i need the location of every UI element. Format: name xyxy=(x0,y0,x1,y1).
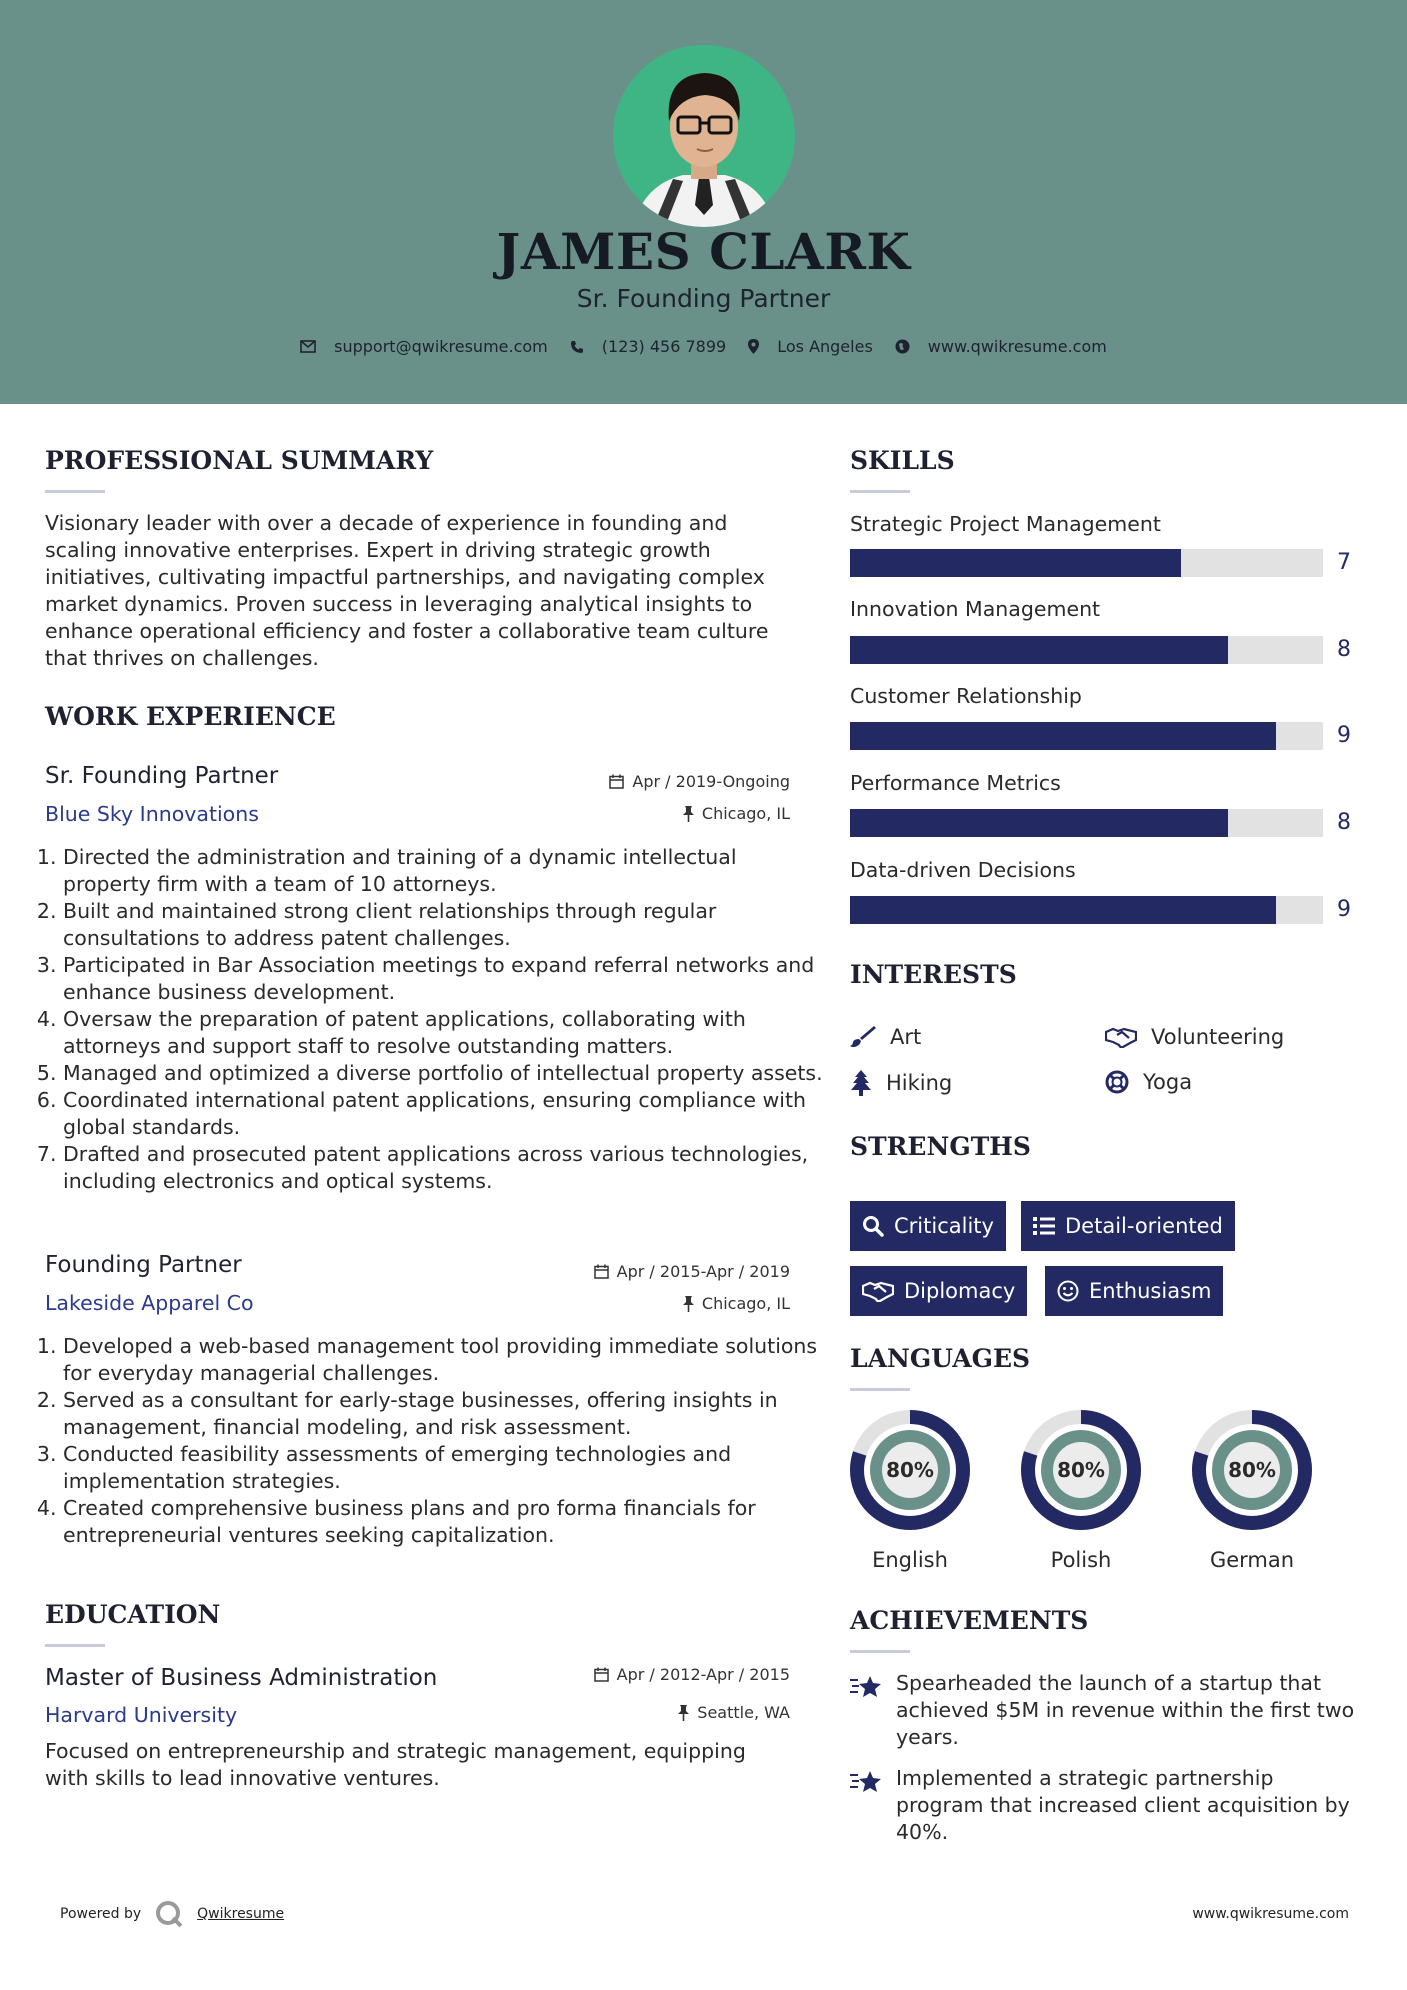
smile-icon xyxy=(1057,1280,1079,1302)
skills-heading: SKILLS xyxy=(850,446,955,475)
achievements-divider xyxy=(850,1650,910,1653)
strength-label: Diplomacy xyxy=(904,1279,1016,1303)
summary-line: scaling innovative enterprises. Expert in driving strategic growth xyxy=(45,538,711,562)
languages-heading: LANGUAGES xyxy=(850,1344,1031,1373)
job-duties xyxy=(45,1333,823,1549)
interests-heading: INTERESTS xyxy=(850,960,1017,989)
summary-line: Visionary leader with over a decade of experience in founding and xyxy=(45,511,728,535)
interest-item xyxy=(1105,1070,1192,1094)
job-company: Lakeside Apparel Co xyxy=(45,1291,254,1315)
email-text: support@qwikresume.com xyxy=(334,337,548,356)
job-dates-text: Apr / 2015-Apr / 2019 xyxy=(616,1262,790,1281)
skill-bar-fill xyxy=(850,809,1228,837)
experience-heading: WORK EXPERIENCE xyxy=(45,702,336,731)
achievement-item xyxy=(850,1765,1370,1846)
job-dates xyxy=(520,772,790,791)
achievement-line: years. xyxy=(896,1725,959,1749)
shooting-star-icon xyxy=(850,1767,884,1795)
job-duties xyxy=(45,844,823,1195)
strength-badge xyxy=(1021,1201,1235,1251)
language-percent: 80% xyxy=(1228,1458,1276,1482)
education-location xyxy=(520,1703,790,1722)
footer-branding xyxy=(60,1900,284,1928)
job-dates-text: Apr / 2019-Ongoing xyxy=(632,772,790,791)
skill-score: 9 xyxy=(1337,897,1351,922)
list-item: 3. Participated in Bar Association meetings to expand referral networks and enhance business development. xyxy=(63,952,823,1006)
strength-label: Enthusiasm xyxy=(1089,1279,1212,1303)
achievement-text xyxy=(896,1765,1350,1846)
language-percent: 80% xyxy=(886,1458,934,1482)
list-item: 3. Conducted feasibility assessments of emerging technologies and implementation strategies. xyxy=(63,1441,823,1495)
interest-label: Hiking xyxy=(886,1071,953,1095)
skill-name: Performance Metrics xyxy=(850,771,1061,795)
job-location-text: Chicago, IL xyxy=(701,804,790,823)
contact-location xyxy=(748,337,873,356)
list-icon xyxy=(1033,1216,1055,1236)
skill-score: 9 xyxy=(1337,723,1351,748)
strength-label: Detail-oriented xyxy=(1065,1214,1223,1238)
job-company: Blue Sky Innovations xyxy=(45,802,259,826)
list-item: 1. Developed a web-based management tool providing immediate solutions for everyday managerial challenges. xyxy=(63,1333,823,1387)
language-item xyxy=(848,1408,972,1572)
brand-link[interactable]: Qwikresume xyxy=(197,1906,285,1922)
education-divider xyxy=(45,1644,105,1647)
language-item xyxy=(1019,1408,1143,1572)
skill-bar-fill xyxy=(850,896,1276,924)
header xyxy=(0,0,1407,404)
footer-website[interactable]: www.qwikresume.com xyxy=(1192,1906,1349,1922)
skill-score: 8 xyxy=(1337,810,1351,835)
summary-line: market dynamics. Proven success in leveraging analytical insights to xyxy=(45,592,753,616)
strength-badge xyxy=(850,1266,1027,1316)
website-text: www.qwikresume.com xyxy=(927,337,1107,356)
education-heading: EDUCATION xyxy=(45,1600,221,1629)
summary-text xyxy=(45,510,805,672)
school: Harvard University xyxy=(45,1703,238,1727)
phone-text: (123) 456 7899 xyxy=(601,337,727,356)
skill-score: 8 xyxy=(1337,637,1351,662)
envelope-icon xyxy=(300,340,316,353)
language-ring xyxy=(848,1408,972,1532)
pushpin-icon xyxy=(683,1296,694,1312)
education-line: Focused on entrepreneurship and strategic management, equipping xyxy=(45,1739,746,1763)
pushpin-icon xyxy=(683,806,694,822)
skill-bar-track xyxy=(850,809,1323,837)
strength-label: Criticality xyxy=(894,1214,994,1238)
pushpin-icon xyxy=(678,1705,689,1721)
language-name: German xyxy=(1209,1548,1295,1572)
language-item xyxy=(1190,1408,1314,1572)
candidate-title: Sr. Founding Partner xyxy=(576,284,831,313)
shooting-star-icon xyxy=(850,1672,884,1700)
skills-divider xyxy=(850,490,910,493)
interest-label: Art xyxy=(890,1025,922,1049)
qwikresume-logo-icon xyxy=(155,1900,183,1928)
map-pin-icon xyxy=(748,339,759,354)
achievement-line: Implemented a strategic partnership xyxy=(896,1766,1274,1790)
skill-bar-track xyxy=(850,549,1323,577)
location-text: Los Angeles xyxy=(777,337,873,356)
skill-name: Customer Relationship xyxy=(850,684,1082,708)
job-location-text: Chicago, IL xyxy=(701,1294,790,1313)
list-item: 2. Built and maintained strong client relationships through regular consultations to address patent challenges. xyxy=(63,898,823,952)
achievement-line: achieved $5M in revenue within the first two xyxy=(896,1698,1355,1722)
lifering-icon xyxy=(1105,1070,1129,1094)
list-item: 4. Oversaw the preparation of patent applications, collaborating with attorneys and support staff to resolve outstanding matters. xyxy=(63,1006,823,1060)
skill-name: Innovation Management xyxy=(850,597,1101,621)
achievement-item xyxy=(850,1670,1370,1751)
contact-bar xyxy=(0,337,1407,356)
globe-icon xyxy=(895,339,910,354)
achievement-line: program that increased client acquisition by xyxy=(896,1793,1350,1817)
phone-icon xyxy=(570,340,584,354)
achievement-line: Spearheaded the launch of a startup that xyxy=(896,1671,1322,1695)
list-item: 6. Coordinated international patent applications, ensuring compliance with global standards. xyxy=(63,1087,823,1141)
list-item: 1. Directed the administration and training of a dynamic intellectual property firm with a team of 10 attorneys. xyxy=(63,844,823,898)
education-dates-text: Apr / 2012-Apr / 2015 xyxy=(616,1665,790,1684)
list-item: 5. Managed and optimized a diverse portfolio of intellectual property assets. xyxy=(63,1060,823,1087)
achievement-line: 40%. xyxy=(896,1820,949,1844)
language-name: English xyxy=(872,1548,948,1572)
summary-heading: PROFESSIONAL SUMMARY xyxy=(45,446,434,475)
interest-label: Yoga xyxy=(1143,1070,1193,1094)
strengths-heading: STRENGTHS xyxy=(850,1132,1031,1161)
education-description xyxy=(45,1738,805,1792)
interest-label: Volunteering xyxy=(1151,1025,1285,1049)
language-ring xyxy=(1190,1408,1314,1532)
calendar-icon xyxy=(594,1667,609,1682)
contact-website[interactable] xyxy=(895,337,1107,356)
job-title: Sr. Founding Partner xyxy=(45,763,279,789)
skill-score: 7 xyxy=(1337,550,1351,575)
interest-item xyxy=(850,1070,952,1096)
skill-bar-track xyxy=(850,636,1323,664)
list-item: 7. Drafted and prosecuted patent applications across various technologies, including electronics and optical systems. xyxy=(63,1141,823,1195)
summary-line: enhance operational efficiency and foster a collaborative team culture xyxy=(45,619,769,643)
handshake-icon xyxy=(1105,1026,1137,1048)
skill-bar-track xyxy=(850,722,1323,750)
degree: Master of Business Administration xyxy=(45,1665,438,1691)
job-location xyxy=(520,1294,790,1313)
summary-divider xyxy=(45,490,105,493)
interest-item xyxy=(850,1025,921,1049)
languages-divider xyxy=(850,1388,910,1391)
paintbrush-icon xyxy=(850,1025,876,1049)
job-title: Founding Partner xyxy=(45,1252,242,1278)
language-ring xyxy=(1019,1408,1143,1532)
tree-icon xyxy=(850,1070,872,1096)
achievements-heading: ACHIEVEMENTS xyxy=(850,1606,1089,1635)
education-line: with skills to lead innovative ventures. xyxy=(45,1766,440,1790)
skill-bar-fill xyxy=(850,722,1276,750)
skill-name: Strategic Project Management xyxy=(850,512,1161,536)
language-name: Polish xyxy=(1050,1548,1112,1572)
strength-badge xyxy=(1045,1266,1223,1316)
job-dates xyxy=(520,1262,790,1281)
avatar xyxy=(613,45,795,227)
skill-bar-fill xyxy=(850,636,1228,664)
contact-email[interactable] xyxy=(300,337,548,356)
summary-line: initiatives, cultivating impactful partnerships, and navigating complex xyxy=(45,565,765,589)
search-icon xyxy=(862,1215,884,1237)
language-percent: 80% xyxy=(1057,1458,1105,1482)
list-item: 2. Served as a consultant for early-stage businesses, offering insights in management, financial modeling, and risk assessment. xyxy=(63,1387,823,1441)
powered-by-text: Powered by xyxy=(60,1906,142,1922)
education-dates xyxy=(520,1665,790,1684)
strength-badge xyxy=(850,1201,1006,1251)
calendar-icon xyxy=(594,1264,609,1279)
skill-bar-track xyxy=(850,896,1323,924)
calendar-icon xyxy=(609,774,624,789)
education-location-text: Seattle, WA xyxy=(697,1703,790,1722)
achievement-text xyxy=(896,1670,1354,1751)
list-item: 4. Created comprehensive business plans and pro forma financials for entrepreneurial ventures seeking capitalization. xyxy=(63,1495,823,1549)
handshake-icon xyxy=(862,1280,894,1302)
skill-name: Data-driven Decisions xyxy=(850,858,1076,882)
summary-line: that thrives on challenges. xyxy=(45,646,319,670)
contact-phone[interactable] xyxy=(570,337,726,356)
candidate-name: JAMES CLARK xyxy=(496,222,911,281)
job-location xyxy=(520,804,790,823)
interest-item xyxy=(1105,1025,1284,1049)
skill-bar-fill xyxy=(850,549,1181,577)
